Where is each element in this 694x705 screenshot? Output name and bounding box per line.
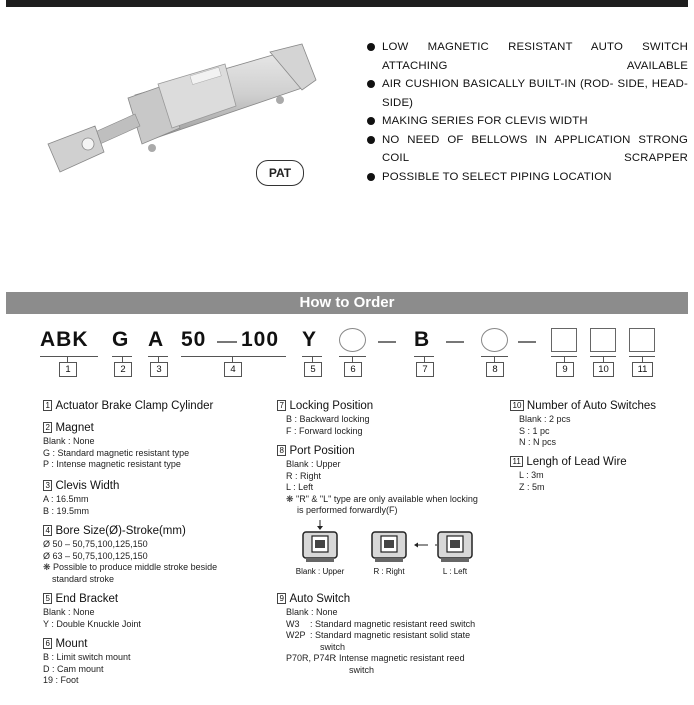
- code-stroke: 100: [241, 328, 280, 351]
- feature-item: POSSIBLE TO SELECT PIPING LOCATION: [366, 168, 688, 187]
- patent-badge: PAT: [256, 160, 304, 186]
- code-bore: 50: [181, 328, 207, 351]
- code-index: 10: [593, 362, 614, 377]
- code-dash: [378, 341, 396, 343]
- code-dash: [217, 341, 237, 343]
- code-index: 11: [632, 362, 653, 377]
- feature-item: MAKING SERIES FOR CLEVIS WIDTH: [366, 112, 688, 131]
- port-left: L : Left: [435, 520, 475, 571]
- feature-item: NO NEED OF BELLOWS IN APPLICATION STRONG COIL SCRAPPER: [366, 131, 688, 168]
- section-port-position: 8 Port Position Blank : Upper R : Right L : Left ❋ "R" & "L" type are only available when locking is performed forwardly(F): [277, 444, 478, 517]
- code-index: 4: [224, 362, 242, 377]
- section-auto-switch: 9 Auto Switch Blank : None W3 : Standard magnetic resistant reed switch W2P : Standard magnetic resistant solid state switch P70R, P74R: Intense magnetic resistant reed switch: [277, 592, 475, 676]
- code-end-bracket: Y: [302, 328, 318, 351]
- code-qty-placeholder: [590, 328, 616, 352]
- section-bore-stroke: 4 Bore Size(Ø)-Stroke(mm) Ø 50 – 50,75,100,125,150 Ø 63 – 50,75,100,125,150 ❋ Possible to produce middle stroke beside standard stroke: [43, 525, 218, 584]
- code-index: 6: [344, 362, 362, 377]
- code-dash: [446, 341, 464, 343]
- section-locking-position: 7 Locking Position B : Backward locking F : Forward locking: [277, 399, 373, 437]
- feature-item: AIR CUSHION BASICALLY BUILT-IN (ROD- SIDE, HEAD-SIDE): [366, 75, 688, 112]
- port-right: R : Right: [369, 520, 409, 571]
- port-upper: Blank : Upper: [300, 520, 340, 571]
- how-to-order-title: How to Order: [6, 292, 688, 314]
- code-series: ABK: [40, 328, 89, 351]
- code-index: 7: [416, 362, 434, 377]
- code-dash: [518, 341, 536, 343]
- section-magnet: 2 Magnet Blank : None G : Standard magnetic resistant type P : Intense magnetic resistant type: [43, 422, 190, 469]
- code-index: 1: [59, 362, 77, 377]
- section-end-bracket: 5 End Bracket Blank : None Y : Double Knuckle Joint: [43, 593, 141, 629]
- feature-item: LOW MAGNETIC RESISTANT AUTO SWITCH ATTACHING AVAILABLE: [366, 38, 688, 75]
- section-mount: 6 Mount B : Limit switch mount D : Cam mount 19 : Foot: [43, 638, 131, 685]
- port-right-icon: [369, 520, 409, 566]
- top-rule: [6, 0, 688, 7]
- code-switch-placeholder: [551, 328, 577, 352]
- code-index: 9: [556, 362, 574, 377]
- code-index: 8: [486, 362, 504, 377]
- code-index: 5: [304, 362, 322, 377]
- code-index: 2: [114, 362, 132, 377]
- code-clevis: A: [148, 328, 165, 351]
- feature-list: [366, 38, 688, 186]
- code-magnet: G: [112, 328, 130, 351]
- code-wire-placeholder: [629, 328, 655, 352]
- section-number-of-switches: 10 Number of Auto Switches Blank : 2 pcs S : 1 pc N : N pcs: [510, 399, 656, 449]
- section-clevis-width: 3 Clevis Width A : 16.5mm B : 19.5mm: [43, 480, 120, 516]
- port-left-icon: [435, 520, 475, 566]
- port-position-diagrams: [290, 520, 480, 580]
- arrow-left-icon: [414, 541, 428, 549]
- code-locking: B: [414, 328, 431, 351]
- section-lead-wire: 11 Lengh of Lead Wire L : 3m Z : 5m: [510, 455, 627, 493]
- section-actuator: 1 Actuator Brake Clamp Cylinder: [43, 399, 213, 414]
- code-mount-placeholder: [339, 328, 366, 352]
- port-upper-icon: [300, 520, 340, 566]
- code-port-placeholder: [481, 328, 508, 352]
- code-index: 3: [150, 362, 168, 377]
